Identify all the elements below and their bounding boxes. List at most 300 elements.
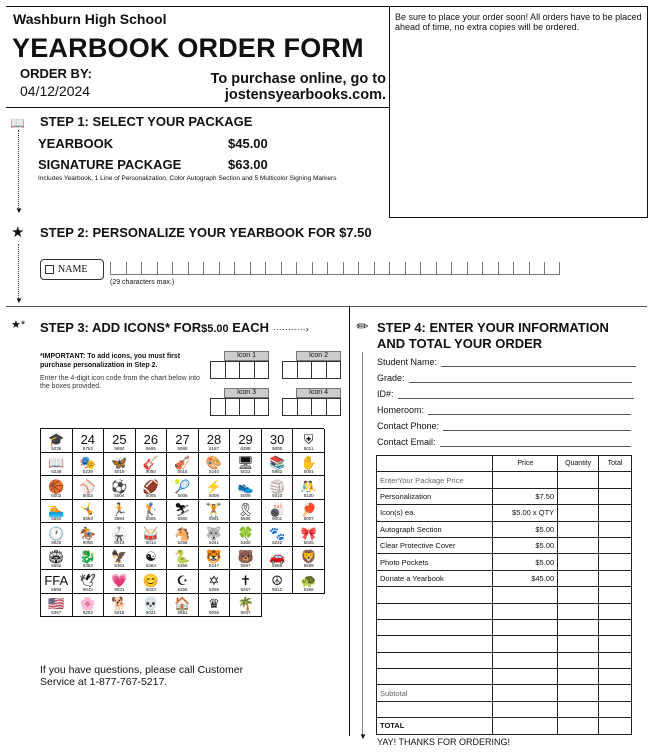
row-quantity-cell[interactable] bbox=[558, 652, 599, 668]
icon-option-glyph-icon: 🥋 bbox=[111, 525, 128, 541]
table-row bbox=[377, 685, 632, 701]
online-purchase-note bbox=[200, 71, 386, 103]
icon-option-code: 5015 bbox=[177, 469, 188, 474]
name-char-cell[interactable] bbox=[157, 262, 173, 275]
name-char-cell[interactable] bbox=[358, 262, 374, 275]
row-quantity-cell[interactable] bbox=[558, 505, 599, 521]
icon-option bbox=[293, 453, 325, 477]
icon-option-glyph-icon: 📖 bbox=[48, 455, 65, 470]
icon-option-glyph-icon: 🌴 bbox=[237, 596, 254, 611]
name-char-cell[interactable] bbox=[250, 262, 266, 275]
header-divider bbox=[389, 6, 390, 218]
name-char-cell[interactable] bbox=[529, 262, 545, 275]
book-icon: 📖 bbox=[10, 116, 25, 130]
icon-option-glyph-icon: 🐢 bbox=[300, 572, 317, 588]
icon-option-glyph-icon: 🕊 bbox=[79, 572, 97, 588]
icon-option-glyph-icon: 26 bbox=[143, 431, 159, 447]
row-quantity-cell[interactable] bbox=[558, 603, 599, 619]
icon-option-code: 9001 bbox=[272, 516, 283, 521]
icon-option bbox=[104, 429, 136, 453]
name-char-cell[interactable] bbox=[110, 262, 126, 275]
icon-option bbox=[104, 523, 136, 547]
icon-option-code: 6288 bbox=[240, 445, 251, 451]
icon-option bbox=[199, 523, 231, 547]
icon-option-glyph-icon: 🏠 bbox=[174, 596, 191, 611]
row-price bbox=[493, 636, 558, 652]
table-row bbox=[377, 669, 632, 685]
field-homeroom-label: Homeroom: bbox=[377, 405, 425, 415]
icon-option-code: 5011 bbox=[303, 445, 314, 451]
form-title: YEARBOOK ORDER FORM bbox=[12, 33, 364, 63]
package-signature-price: $63.00 bbox=[228, 157, 268, 172]
field-student-name[interactable] bbox=[377, 357, 636, 367]
icon-option-code: 5589 bbox=[303, 563, 314, 568]
school-name: Washburn High School bbox=[13, 11, 167, 27]
icon-option-code: 5023 bbox=[145, 586, 156, 592]
icon-option-code: 5583 bbox=[82, 516, 93, 521]
icon-option-glyph-icon: 📚 bbox=[269, 455, 286, 470]
icon-option bbox=[136, 453, 168, 477]
field-student-name-label: Student Name: bbox=[377, 357, 438, 367]
step1-title: STEP 1: SELECT YOUR PACKAGE bbox=[40, 114, 253, 129]
table-row bbox=[377, 603, 632, 619]
icon-option-code: 5367 bbox=[51, 610, 62, 615]
icon-option bbox=[293, 429, 325, 453]
icon-option-glyph-icon: ⚾ bbox=[79, 478, 96, 494]
icon-option-code: 5763 bbox=[82, 445, 93, 451]
row-total-cell[interactable] bbox=[599, 652, 632, 668]
row-total-cell[interactable] bbox=[599, 488, 632, 504]
order-by-label: ORDER BY: bbox=[20, 66, 92, 81]
row-total-cell[interactable] bbox=[599, 537, 632, 553]
step4-title-1: STEP 4: ENTER YOUR INFORMATION bbox=[377, 320, 609, 335]
icon-option-code: 5019 bbox=[114, 469, 125, 474]
icon-option-glyph-icon: 🌸 bbox=[79, 596, 96, 611]
step1-connector bbox=[18, 130, 19, 208]
icon-option-glyph-icon: 🏀 bbox=[48, 478, 65, 494]
icon-option bbox=[262, 476, 294, 500]
header-item bbox=[377, 456, 493, 472]
row-price bbox=[493, 701, 558, 717]
icon-option-code: 9031 bbox=[114, 586, 125, 592]
name-char-cell[interactable] bbox=[544, 262, 560, 275]
row-price: $45.00 bbox=[493, 570, 558, 586]
name-char-cell[interactable] bbox=[126, 262, 142, 275]
name-char-cell[interactable] bbox=[436, 262, 452, 275]
icon-option bbox=[199, 476, 231, 500]
row-price bbox=[493, 603, 558, 619]
row-total-cell[interactable] bbox=[599, 570, 632, 586]
name-char-cell[interactable] bbox=[482, 262, 498, 275]
icon-option-code: 5982 bbox=[272, 469, 283, 474]
name-char-cell[interactable] bbox=[420, 262, 436, 275]
icon-option-code: 5590 bbox=[51, 586, 62, 592]
icon-option-glyph-icon: 🐍 bbox=[174, 549, 191, 564]
row-quantity-cell[interactable] bbox=[558, 554, 599, 570]
table-row bbox=[377, 521, 632, 537]
icon-option-code: 5025 bbox=[303, 539, 314, 545]
icon-chart bbox=[40, 428, 324, 617]
field-grade[interactable] bbox=[377, 373, 632, 383]
icon-option bbox=[230, 500, 262, 524]
icon-option bbox=[41, 476, 73, 500]
table-row bbox=[377, 636, 632, 652]
name-char-cell[interactable] bbox=[234, 262, 250, 275]
row-total-cell[interactable] bbox=[599, 718, 632, 734]
icon-option bbox=[262, 547, 294, 571]
row-price bbox=[493, 619, 558, 635]
name-char-cell[interactable] bbox=[312, 262, 328, 275]
field-grade-label: Grade: bbox=[377, 373, 405, 383]
icon-option bbox=[230, 453, 262, 477]
stars-icon: ★* bbox=[11, 319, 26, 331]
icon-option-code: 5130 bbox=[303, 492, 314, 498]
name-max-chars: (29 characters max.) bbox=[110, 279, 175, 286]
icon-option-glyph-icon: 🐾 bbox=[269, 525, 286, 541]
icon-slot-1[interactable] bbox=[210, 351, 269, 379]
step4-title-2: AND TOTAL YOUR ORDER bbox=[377, 336, 543, 351]
name-char-cell[interactable] bbox=[141, 262, 157, 275]
icon-option bbox=[262, 523, 294, 547]
order-total-table bbox=[376, 455, 632, 735]
row-quantity-cell[interactable] bbox=[558, 701, 599, 717]
icon-option-glyph-icon: 🖥 bbox=[237, 455, 254, 470]
icon-option-code: 5002 bbox=[51, 492, 62, 498]
icon-option bbox=[230, 523, 262, 547]
icon-option-glyph-icon: 🐉 bbox=[79, 549, 96, 564]
package-yearbook-price: $45.00 bbox=[228, 136, 268, 151]
row-quantity-cell[interactable] bbox=[558, 587, 599, 603]
icon-option-code: 5592 bbox=[51, 563, 62, 568]
icon-option bbox=[136, 570, 168, 594]
step3-title-text: STEP 3: ADD ICONS* FOR bbox=[40, 320, 202, 335]
icon-option bbox=[167, 547, 199, 571]
name-char-cell[interactable] bbox=[281, 262, 297, 275]
icon-option bbox=[136, 547, 168, 571]
icon-option bbox=[262, 453, 294, 477]
icon-option-glyph-icon: ⛨ bbox=[303, 431, 314, 447]
name-char-cell[interactable] bbox=[513, 262, 529, 275]
step4-connector bbox=[362, 352, 363, 735]
icon-option-glyph-icon: 🍀 bbox=[237, 525, 254, 541]
row-total-cell[interactable] bbox=[599, 685, 632, 701]
icon-option-glyph-icon: 🏈 bbox=[142, 478, 159, 494]
icon-option-code: 5587 bbox=[240, 563, 251, 568]
name-char-cell[interactable] bbox=[389, 262, 405, 275]
icon-option-glyph-icon: 🏐 bbox=[269, 478, 286, 494]
icon-option bbox=[41, 523, 73, 547]
icon-option bbox=[41, 500, 73, 524]
icon-option-glyph-icon: 👟 bbox=[237, 478, 254, 494]
icon-option-code: 9042 bbox=[82, 586, 93, 592]
icon-slot-2[interactable] bbox=[282, 351, 341, 379]
icon-option-code: 5694 bbox=[114, 445, 125, 451]
icon-option bbox=[293, 500, 325, 524]
icon-option-glyph-icon: 🐕 bbox=[111, 596, 128, 611]
name-char-cell[interactable] bbox=[172, 262, 188, 275]
icon-option-glyph-icon: ✝ bbox=[240, 572, 251, 588]
icon-option-code: 5009 bbox=[240, 492, 251, 498]
icon-option bbox=[41, 594, 73, 618]
name-char-cell[interactable] bbox=[467, 262, 483, 275]
row-total-cell[interactable] bbox=[599, 619, 632, 635]
icon-option-code: 9007 bbox=[303, 516, 314, 521]
row-item bbox=[377, 603, 493, 619]
row-total-cell[interactable] bbox=[599, 521, 632, 537]
arrow-down-icon-3: ▼ bbox=[359, 732, 367, 741]
name-char-cell[interactable] bbox=[374, 262, 390, 275]
row-item: Personalization bbox=[377, 488, 493, 504]
row-total-cell[interactable] bbox=[599, 554, 632, 570]
icon-option-glyph-icon: 🎸 bbox=[142, 455, 159, 470]
icon-option-glyph-icon: 24 bbox=[80, 431, 96, 447]
online-url[interactable]: jostensyearbooks.com. bbox=[224, 87, 386, 103]
row-price: $7.50 bbox=[493, 488, 558, 504]
row-quantity-cell[interactable] bbox=[558, 570, 599, 586]
star-icon: ★ bbox=[11, 224, 25, 241]
order-rows bbox=[377, 472, 632, 734]
name-char-cell[interactable] bbox=[451, 262, 467, 275]
icon-option bbox=[104, 476, 136, 500]
icon-option bbox=[136, 429, 168, 453]
table-row bbox=[377, 570, 632, 586]
icon-slot-4[interactable] bbox=[282, 388, 341, 416]
name-char-cell[interactable] bbox=[327, 262, 343, 275]
table-row bbox=[377, 587, 632, 603]
icon-option bbox=[104, 453, 136, 477]
icon-option-glyph-icon: 💗 bbox=[111, 572, 128, 588]
step2-title-text: STEP 2: PERSONALIZE YOUR YEARBOOK FOR bbox=[40, 225, 336, 240]
icon-option-glyph-icon: 🏟 bbox=[48, 549, 65, 564]
icon-option-code: 5362 bbox=[82, 563, 93, 568]
pen-icon: ✎ bbox=[352, 316, 373, 336]
name-character-boxes[interactable] bbox=[110, 262, 560, 275]
arrow-down-icon: ▼ bbox=[15, 206, 23, 215]
icon-option-code: 5005 bbox=[145, 492, 156, 498]
icon-option bbox=[199, 594, 231, 618]
icon-option-code: 9005 bbox=[272, 445, 283, 451]
name-char-cell[interactable] bbox=[343, 262, 359, 275]
package-yearbook-name[interactable]: YEARBOOK bbox=[38, 136, 114, 151]
icon-option bbox=[262, 570, 294, 594]
icon-option-code: 5021 bbox=[145, 610, 156, 615]
icon-option bbox=[230, 570, 262, 594]
signature-package-note: Includes Yearbook, 1 Line of Personalization, Color Autograph Section and 5 Multicolor Signing Markers bbox=[38, 175, 337, 182]
name-char-cell[interactable] bbox=[219, 262, 235, 275]
icon-option-code: 5588 bbox=[272, 563, 283, 568]
icon-option-code: 5363 bbox=[114, 563, 125, 568]
icon-option bbox=[73, 570, 105, 594]
row-quantity-cell[interactable] bbox=[558, 636, 599, 652]
icon-option-code: 5022 bbox=[240, 469, 251, 474]
row-price: $5.00 bbox=[493, 537, 558, 553]
icon-option-code: 5018 bbox=[114, 610, 125, 615]
icon-option-glyph-icon: 🕐 bbox=[48, 525, 65, 541]
icon-option-glyph-icon: 🦁 bbox=[300, 549, 317, 564]
icon-option bbox=[73, 453, 105, 477]
step4-divider bbox=[349, 306, 350, 736]
icon-slot-3-label: Icon 3 bbox=[224, 388, 269, 398]
icon-option-glyph-icon: ☯ bbox=[145, 549, 157, 564]
icon-option-code: 5365 bbox=[177, 563, 188, 568]
row-item: Autograph Section bbox=[377, 521, 493, 537]
step3-each: EACH bbox=[232, 320, 270, 335]
row-quantity-cell[interactable] bbox=[558, 669, 599, 685]
icon-option bbox=[41, 453, 73, 477]
icon-option bbox=[199, 453, 231, 477]
icon-option-code: 5003 bbox=[82, 492, 93, 498]
row-quantity-cell[interactable] bbox=[558, 472, 599, 488]
row-quantity-cell[interactable] bbox=[558, 521, 599, 537]
icon-option bbox=[167, 429, 199, 453]
icon-option-code: 5253 bbox=[82, 610, 93, 615]
icon-slot-2-label: Icon 2 bbox=[296, 351, 341, 361]
field-contact-phone-label: Contact Phone: bbox=[377, 421, 440, 431]
icon-option bbox=[104, 500, 136, 524]
row-item bbox=[377, 619, 493, 635]
icon-option-code: 5584 bbox=[114, 516, 125, 521]
field-id[interactable] bbox=[377, 389, 634, 399]
icon-option bbox=[104, 594, 136, 618]
header-rule bbox=[6, 107, 389, 108]
online-line-1: To purchase online, go to bbox=[210, 71, 386, 87]
row-item bbox=[377, 587, 493, 603]
icon-option-code: 5014 bbox=[145, 539, 156, 545]
icon-option-glyph-icon: 🐴 bbox=[174, 525, 191, 541]
icon-option bbox=[104, 547, 136, 571]
icon-option-glyph-icon: ✡ bbox=[208, 572, 220, 588]
row-total-cell[interactable] bbox=[599, 472, 632, 488]
checkbox-square[interactable] bbox=[45, 265, 54, 274]
icon-option-glyph-icon: ⛷ bbox=[174, 502, 191, 517]
icon-option bbox=[230, 594, 262, 618]
icon-option-code: 5258 bbox=[177, 539, 188, 545]
icon-option-glyph-icon: FFA bbox=[44, 572, 69, 588]
icon-option-glyph-icon: 🎭 bbox=[79, 455, 96, 470]
row-total-cell[interactable] bbox=[599, 636, 632, 652]
icon-option-glyph-icon: 🎳 bbox=[269, 502, 286, 517]
icon-option-code: 5585 bbox=[145, 516, 156, 521]
icon-option bbox=[167, 594, 199, 618]
name-checkbox[interactable] bbox=[40, 259, 104, 280]
icon-option-code: 5242 bbox=[272, 539, 283, 545]
icon-option bbox=[293, 570, 325, 594]
customer-service-note: If you have questions, please call Customer Service at 1-877-767-5217. bbox=[40, 664, 244, 688]
step2-connector bbox=[18, 244, 19, 298]
icon-option-code: 5241 bbox=[209, 539, 220, 545]
row-quantity-cell[interactable] bbox=[558, 718, 599, 734]
package-signature-name[interactable]: SIGNATURE PACKAGE bbox=[38, 157, 182, 172]
step3-title bbox=[40, 320, 309, 335]
row-quantity-cell[interactable] bbox=[558, 619, 599, 635]
row-item: Photo Pockets bbox=[377, 554, 493, 570]
row-item: Clear Protective Cover bbox=[377, 537, 493, 553]
row-quantity-cell[interactable] bbox=[558, 537, 599, 553]
row-total-cell[interactable] bbox=[599, 603, 632, 619]
icon-option bbox=[41, 429, 73, 453]
icon-option-glyph-icon: 🎓 bbox=[48, 431, 65, 447]
icon-option-code: 5592 bbox=[51, 516, 62, 521]
icon-option-glyph-icon: 🏌 bbox=[142, 502, 159, 517]
row-price: $5.00 x QTY bbox=[493, 505, 558, 521]
row-item: TOTAL bbox=[377, 718, 493, 734]
icon-option-glyph-icon: 29 bbox=[238, 431, 253, 447]
row-total-cell[interactable] bbox=[599, 701, 632, 717]
name-char-cell[interactable] bbox=[265, 262, 281, 275]
icon-option-glyph-icon: 🎻 bbox=[174, 455, 191, 470]
row-total-cell[interactable] bbox=[599, 505, 632, 521]
icon-option bbox=[167, 523, 199, 547]
icon-option-code: 9036 bbox=[209, 610, 220, 615]
field-contact-email[interactable] bbox=[377, 437, 631, 447]
table-row bbox=[377, 537, 632, 553]
icon-option bbox=[199, 500, 231, 524]
icon-option-code: 5364 bbox=[145, 563, 156, 568]
icon-option-glyph-icon: 🏃 bbox=[111, 502, 128, 517]
icon-option-code: 5366 bbox=[303, 586, 314, 592]
name-char-cell[interactable] bbox=[405, 262, 421, 275]
icons-important-note: *IMPORTANT: To add icons, you must first purchase personalization in Step 2. bbox=[40, 353, 181, 369]
icon-option bbox=[73, 523, 105, 547]
field-id-label: ID#: bbox=[377, 389, 394, 399]
row-item: Icon(s) ea. bbox=[377, 505, 493, 521]
icon-option-code: 5001 bbox=[303, 469, 314, 474]
icon-slot-3[interactable] bbox=[210, 388, 269, 416]
icon-option-glyph-icon: 🐯 bbox=[205, 549, 223, 564]
field-contact-phone[interactable] bbox=[377, 421, 631, 431]
icon-option-glyph-icon: 25 bbox=[112, 431, 127, 447]
icon-option bbox=[136, 523, 168, 547]
icon-option bbox=[230, 476, 262, 500]
icon-option bbox=[293, 476, 325, 500]
name-char-cell[interactable] bbox=[296, 262, 312, 275]
name-char-cell[interactable] bbox=[498, 262, 514, 275]
field-contact-email-label: Contact Email: bbox=[377, 437, 436, 447]
icon-option-glyph-icon: 😊 bbox=[142, 572, 159, 588]
icon-option bbox=[136, 594, 168, 618]
icon-option-code: 9006 bbox=[82, 539, 93, 545]
icon-option-glyph-icon: 🎀 bbox=[300, 525, 317, 541]
row-total-cell[interactable] bbox=[599, 587, 632, 603]
icon-option-glyph-icon: 🎨 bbox=[205, 455, 223, 470]
icon-option-glyph-icon: 🤼 bbox=[300, 478, 317, 494]
row-total-cell[interactable] bbox=[599, 669, 632, 685]
step2-price: $7.50 bbox=[339, 225, 372, 240]
icon-option bbox=[230, 547, 262, 571]
icon-option bbox=[199, 547, 231, 571]
icon-option-code: 5006 bbox=[177, 492, 188, 498]
icon-option-glyph-icon: 🏇 bbox=[79, 525, 96, 541]
field-homeroom[interactable] bbox=[377, 405, 631, 415]
row-quantity-cell[interactable] bbox=[558, 685, 599, 701]
icon-option-glyph-icon: ♛ bbox=[208, 596, 220, 611]
table-row bbox=[377, 472, 632, 488]
icon-option-glyph-icon: ☪ bbox=[176, 572, 189, 588]
icon-option-glyph-icon: 🦅 bbox=[111, 549, 128, 564]
icon-option-glyph-icon: 🎾 bbox=[174, 478, 191, 494]
row-quantity-cell[interactable] bbox=[558, 488, 599, 504]
name-char-cell[interactable] bbox=[203, 262, 219, 275]
icon-option-code: 9050 bbox=[145, 469, 156, 474]
order-by-date: 04/12/2024 bbox=[20, 83, 91, 99]
icon-option-code: 5256 bbox=[209, 586, 220, 592]
row-price bbox=[493, 669, 558, 685]
name-char-cell[interactable] bbox=[188, 262, 204, 275]
icon-option bbox=[293, 523, 325, 547]
icon-option-glyph-icon: ⚡ bbox=[205, 478, 223, 494]
icon-option-code: 5247 bbox=[209, 563, 220, 568]
icon-option-code: 5591 bbox=[177, 610, 188, 615]
